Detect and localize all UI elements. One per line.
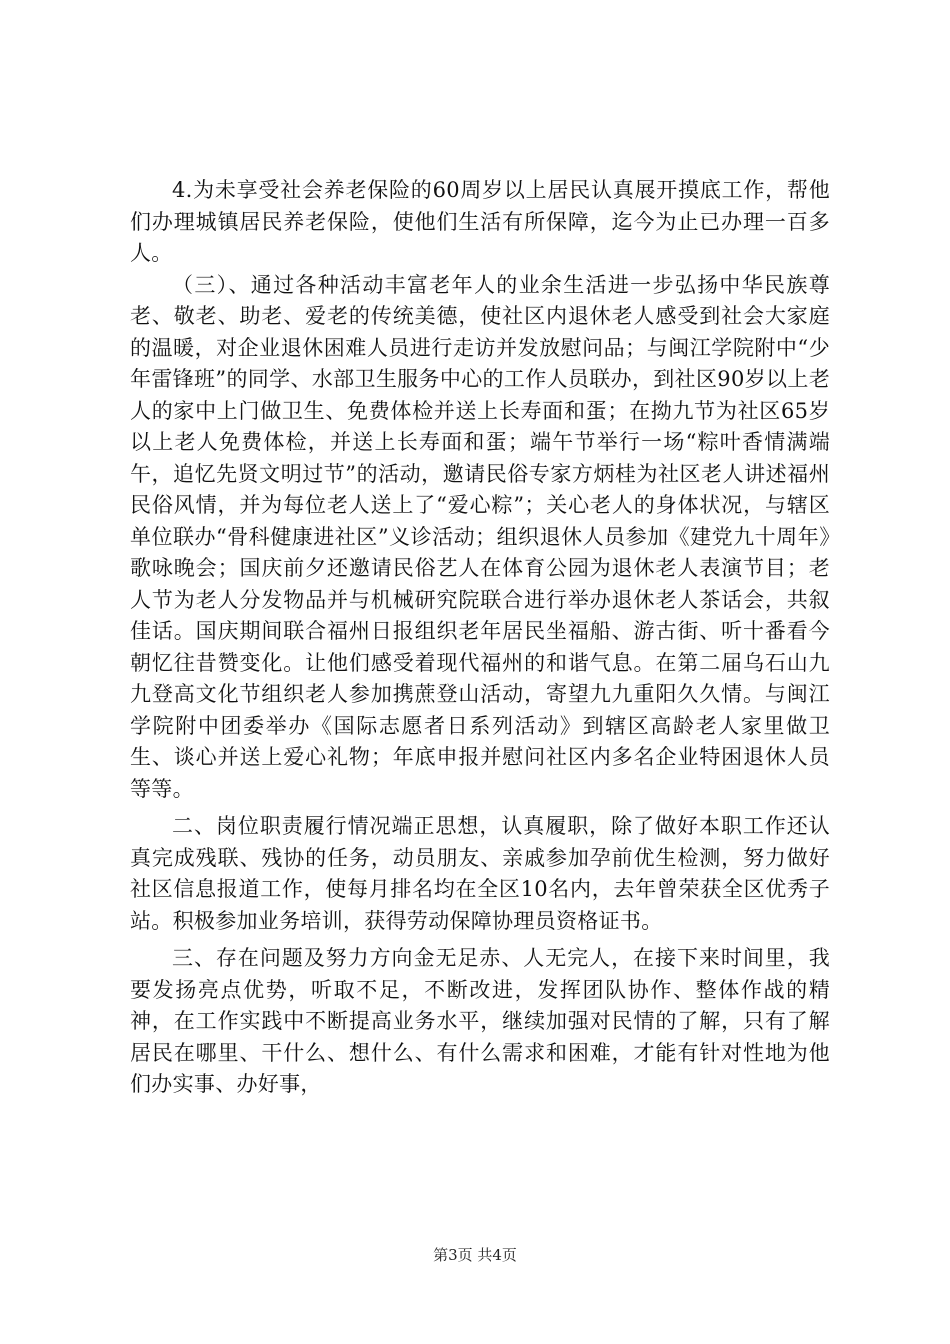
page-footer: 第3页 共4页 <box>433 1246 517 1264</box>
paragraph-3: 二、岗位职责履行情况端正思想，认真履职，除了做好本职工作还认真完成残联、残协的任务，动员朋友、亲戚参加孕前优生检测，努力做好社区信息报道工作，使每月排名均在全区10名内，去年曾荣获全区优秀子站。积极参加业务培训，获得劳动保障协理员资格证书。 <box>130 814 830 933</box>
document-body <box>130 175 830 1101</box>
paragraph-2: （三）、通过各种活动丰富老年人的业余生活进一步弘扬中华民族尊老、敬老、助老、爱老的传统美德，使社区内退休老人感受到社会大家庭的温暖，对企业退休困难人员进行走访并发放慰问品；与闽江学院附中“少年雷锋班”的同学、水部卫生服务中心的工作人员联办，到社区90岁以上老人的家中上门做卫生、免费体检并送上长寿面和蛋；在拗九节为社区65岁以上老人免费体检，并送上长寿面和蛋；端午节举行一场“粽叶香情满端午，追忆先贤文明过节”的活动，邀请民俗专家方炳桂为社区老人讲述福州民俗风情，并为每位老人送上了“爱心粽”；关心老人的身体状况，与辖区单位联办“骨科健康进社区”义诊活动；组织退休人员参加《建党九十周年》歌咏晚会；国庆前夕还邀请民俗艺人在体育公园为退休老人表演节目；老人节为老人分发物品并与机械研究院联合进行举办退休老人茶话会，共叙佳话。国庆期间联合福州日报组织老年居民坐福船、游古街、听十番看今朝忆往昔赞变化。让他们感受着现代福州的和谐气息。在第二届乌石山九九登高文化节组织老人参加携蔗登山活动，寄望九九重阳久久情。与闽江学院附中团委举办《国际志愿者日系列活动》到辖区高龄老人家里做卫生、谈心并送上爱心礼物；年底申报并慰问社区内多名企业特困退休人员等等。 <box>130 272 830 801</box>
paragraph-4: 三、存在问题及努力方向金无足赤、人无完人，在接下来时间里，我要发扬亮点优势，听取不足，不断改进，发挥团队协作、整体作战的精神，在工作实践中不断提高业务水平，继续加强对民情的了解，只有了解居民在哪里、干什么、想什么、有什么需求和困难，才能有针对性地为他们办实事、办好事， <box>130 946 830 1096</box>
paragraph-1: 4.为未享受社会养老保险的60周岁以上居民认真展开摸底工作，帮他们办理城镇居民养老保险，使他们生活有所保障，迄今为止已办理一百多人。 <box>130 178 830 265</box>
